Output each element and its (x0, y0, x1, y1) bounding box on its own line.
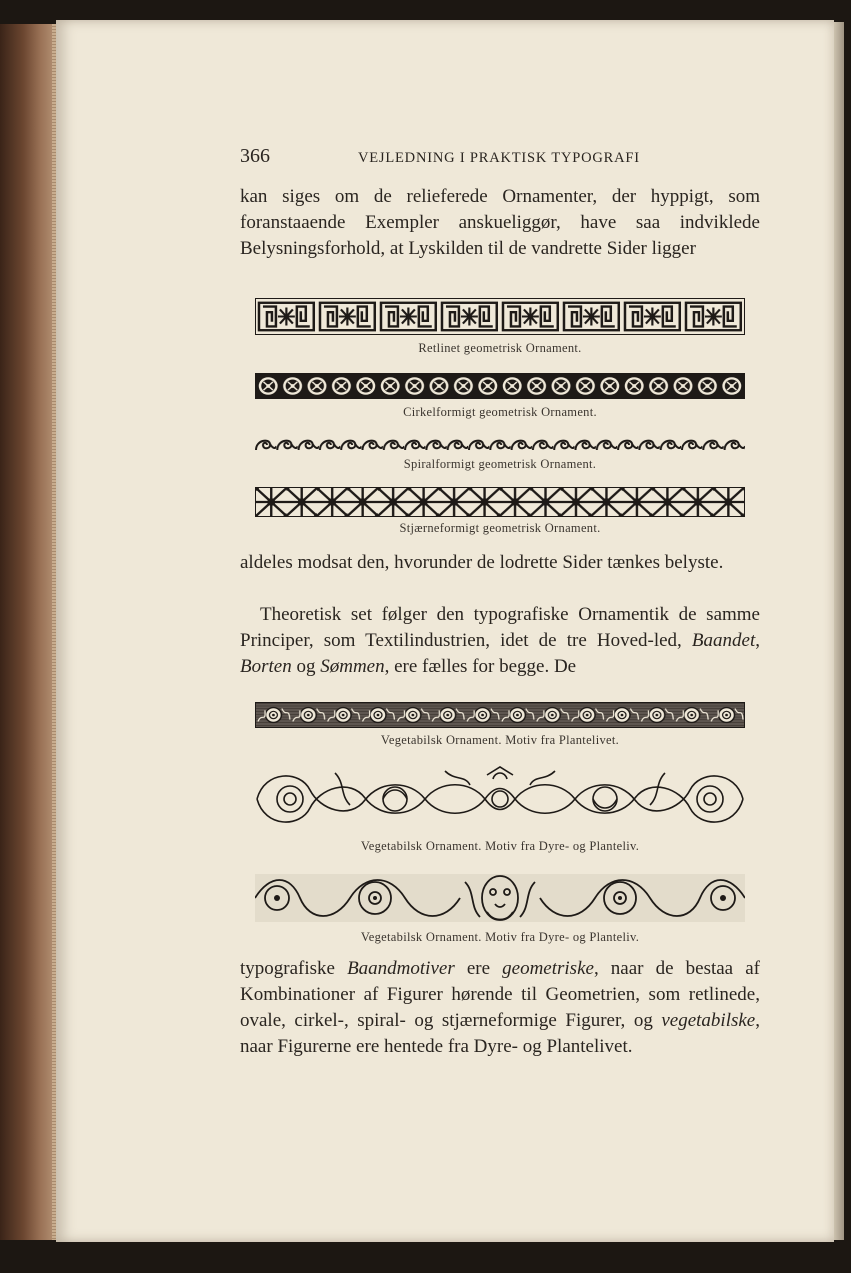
paragraph-4-mid-2: , naar de bestaa af Kombinationer af Figurer hørende til Geometrien, som retlinede, ovale, cirkel-, spiral- og stjærneformige Figurer, og (240, 958, 760, 1031)
separator: og (291, 656, 321, 677)
term-borten: Borten (240, 656, 292, 677)
vegetable-caption-1: Vegetabilsk Ornament. Motiv fra Plantelivet. (380, 733, 620, 747)
book-left-pages (0, 24, 58, 1240)
paragraph-2: aldeles modsat den, hvorunder de lodrette Sider tænkes belyste. (240, 552, 724, 573)
ornament-caption-3: Spiralformigt geometrisk Ornament. (403, 457, 597, 471)
paragraph-3 (240, 602, 760, 680)
running-title: VEJLEDNING I PRAKTISK TYPOGRAFI (358, 150, 640, 166)
term-vegetabilske: vegetabilske (661, 1010, 756, 1031)
ornament-caption-4: Stjærneformigt geometrisk Ornament. (399, 521, 601, 535)
vegetable-caption-3: Vegetabilsk Ornament. Motiv fra Dyre- og Planteliv. (360, 930, 640, 944)
paragraph-1: kan siges om de relieferede Ornamenter, der hyppigt, som foranstaaende Exempler anskueliggør, have saa indviklede Belysningsforhold, at Lyskilden til de vandrette Sider ligger (240, 186, 760, 259)
ornament-caption-2: Cirkelformigt geometrisk Ornament. (403, 405, 597, 419)
term-sommen: Sømmen (320, 656, 385, 677)
paragraph-3-text-end: , ere fælles for begge. De (384, 656, 577, 677)
term-baandmotiver: Baandmotiver (347, 958, 455, 979)
ornament-caption-1: Retlinet geometrisk Ornament. (418, 341, 582, 355)
circle-ornament (255, 373, 745, 399)
paragraph-4-text-end: , naar Figurerne ere hentede fra Dyre- og Plantelivet. (240, 1010, 760, 1057)
vegetable-band-ornament (255, 702, 745, 728)
separator: , (755, 630, 760, 651)
star-ornament (255, 487, 745, 517)
spiral-ornament (255, 437, 745, 453)
paragraph-3-text: Theoretisk set følger den typografiske Ornamentik de samme Principer, som Textilindustrien, idet de tre Hoved-led, (240, 604, 760, 651)
paragraph-4 (240, 956, 760, 1060)
paragraph-4-text: typografiske (240, 958, 348, 979)
paragraph-4-mid: ere (454, 958, 503, 979)
vegetable-caption-2: Vegetabilsk Ornament. Motiv fra Dyre- og Planteliv. (360, 839, 640, 853)
animal-plant-scroll-ornament (255, 765, 745, 833)
rectilinear-ornament (255, 298, 745, 335)
rosette-mask-ornament (255, 872, 745, 924)
term-baandet: Baandet (691, 630, 756, 651)
term-geometriske: geometriske (502, 958, 594, 979)
page-number: 366 (240, 145, 270, 167)
